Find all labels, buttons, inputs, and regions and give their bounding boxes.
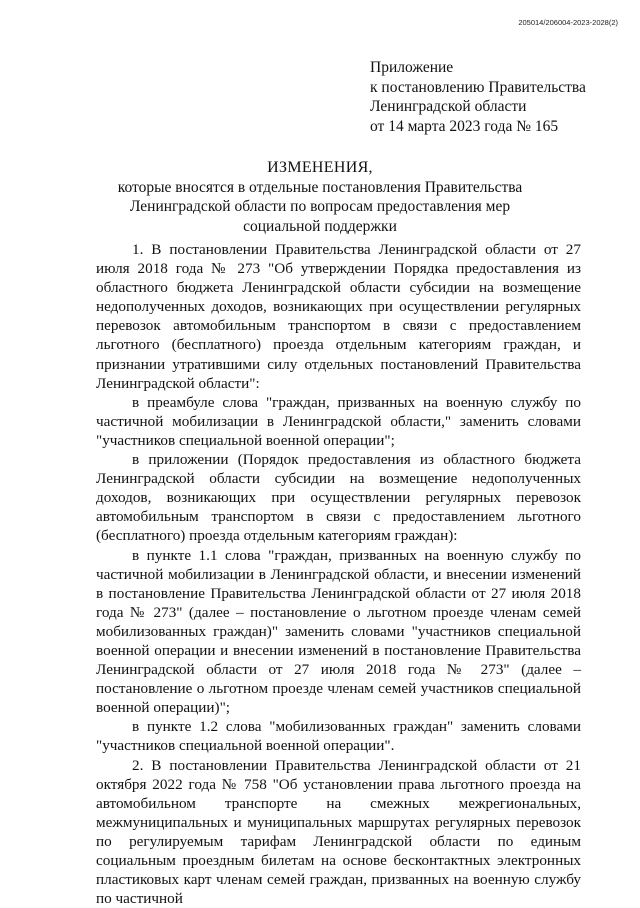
document-heading: [0, 158, 640, 236]
heading-line-2: Ленинградской области по вопросам предоставления мер: [129, 198, 511, 215]
heading-line-1: которые вносятся в отдельные постановления Правительства: [117, 178, 523, 196]
heading-line-3: социальной поддержки: [243, 217, 397, 235]
appendix-block: [370, 58, 586, 136]
paragraph-5: в пункте 1.2 слова "мобилизованных граждан" заменить словами "участников специальной военной операции".: [96, 718, 581, 755]
paragraph-2: в преамбуле слова "граждан, призванных на военную службу по частичной мобилизации в Ленинградской области," заменить словами "участников специальной военной операции";: [96, 393, 581, 449]
paragraph-3: в приложении (Порядок предоставления из областного бюджета Ленинградской области субсидии на возмещение недополученных доходов, возникающих при осуществлении регулярных перевозок автомобильным транспортом в связи с предоставлением льготного (бесплатного) проезда отдельным категориям граждан):: [96, 451, 581, 545]
appendix-line-3: Ленинградской области: [370, 98, 527, 115]
appendix-line-1: Приложение: [370, 59, 454, 76]
heading-title: ИЗМЕНЕНИЯ,: [267, 159, 373, 176]
paragraph-6: 2. В постановлении Правительства Ленинградской области от 21 октября 2022 года № 758 "Об установлении права льготного проезда на автомобильном транспорте на смежных межрегиональных, межмуниципальных и муниципальных маршрутах регулярных перевозок по регулируемым тарифам Ленинградской области по единым социальным проездным билетам на основе бесконтактных электронных пластиковых карт членам семей граждан, призванных на военную службу по частичной: [96, 756, 581, 908]
appendix-line-2: к постановлению Правительства: [370, 78, 586, 96]
document-body: [96, 240, 581, 908]
document-id: 205014/206004-2023-2028(2): [518, 18, 618, 27]
paragraph-4: в пункте 1.1 слова "граждан, призванных на военную службу по частичной мобилизации в Ленинградской области, и внесении изменений в постановление Правительства Ленинградской области от 27 июля 2018 года № 273" (далее – постановление о льготном проезде членам семей мобилизованных граждан)" заменить словами "участников специальной военной операции и внесении изменений в постановление Правительства Ленинградской области от 27 июля 2018 года № 273" (далее – постановление о льготном проезде членам семей участников специальной военной операции)";: [96, 546, 581, 717]
paragraph-1: 1. В постановлении Правительства Ленинградской области от 27 июля 2018 года № 273 "Об утверждении Порядка предоставления из областного бюджета Ленинградской области субсидии на возмещение недополученных доходов, возникающих при осуществлении регулярных перевозок автомобильным транспортом в связи с предоставлением льготного (бесплатного) проезда отдельным категориям граждан, и признании утратившими силу отдельных постановлений Правительства Ленинградской области":: [96, 241, 581, 392]
appendix-line-4: от 14 марта 2023 года № 165: [370, 117, 559, 135]
